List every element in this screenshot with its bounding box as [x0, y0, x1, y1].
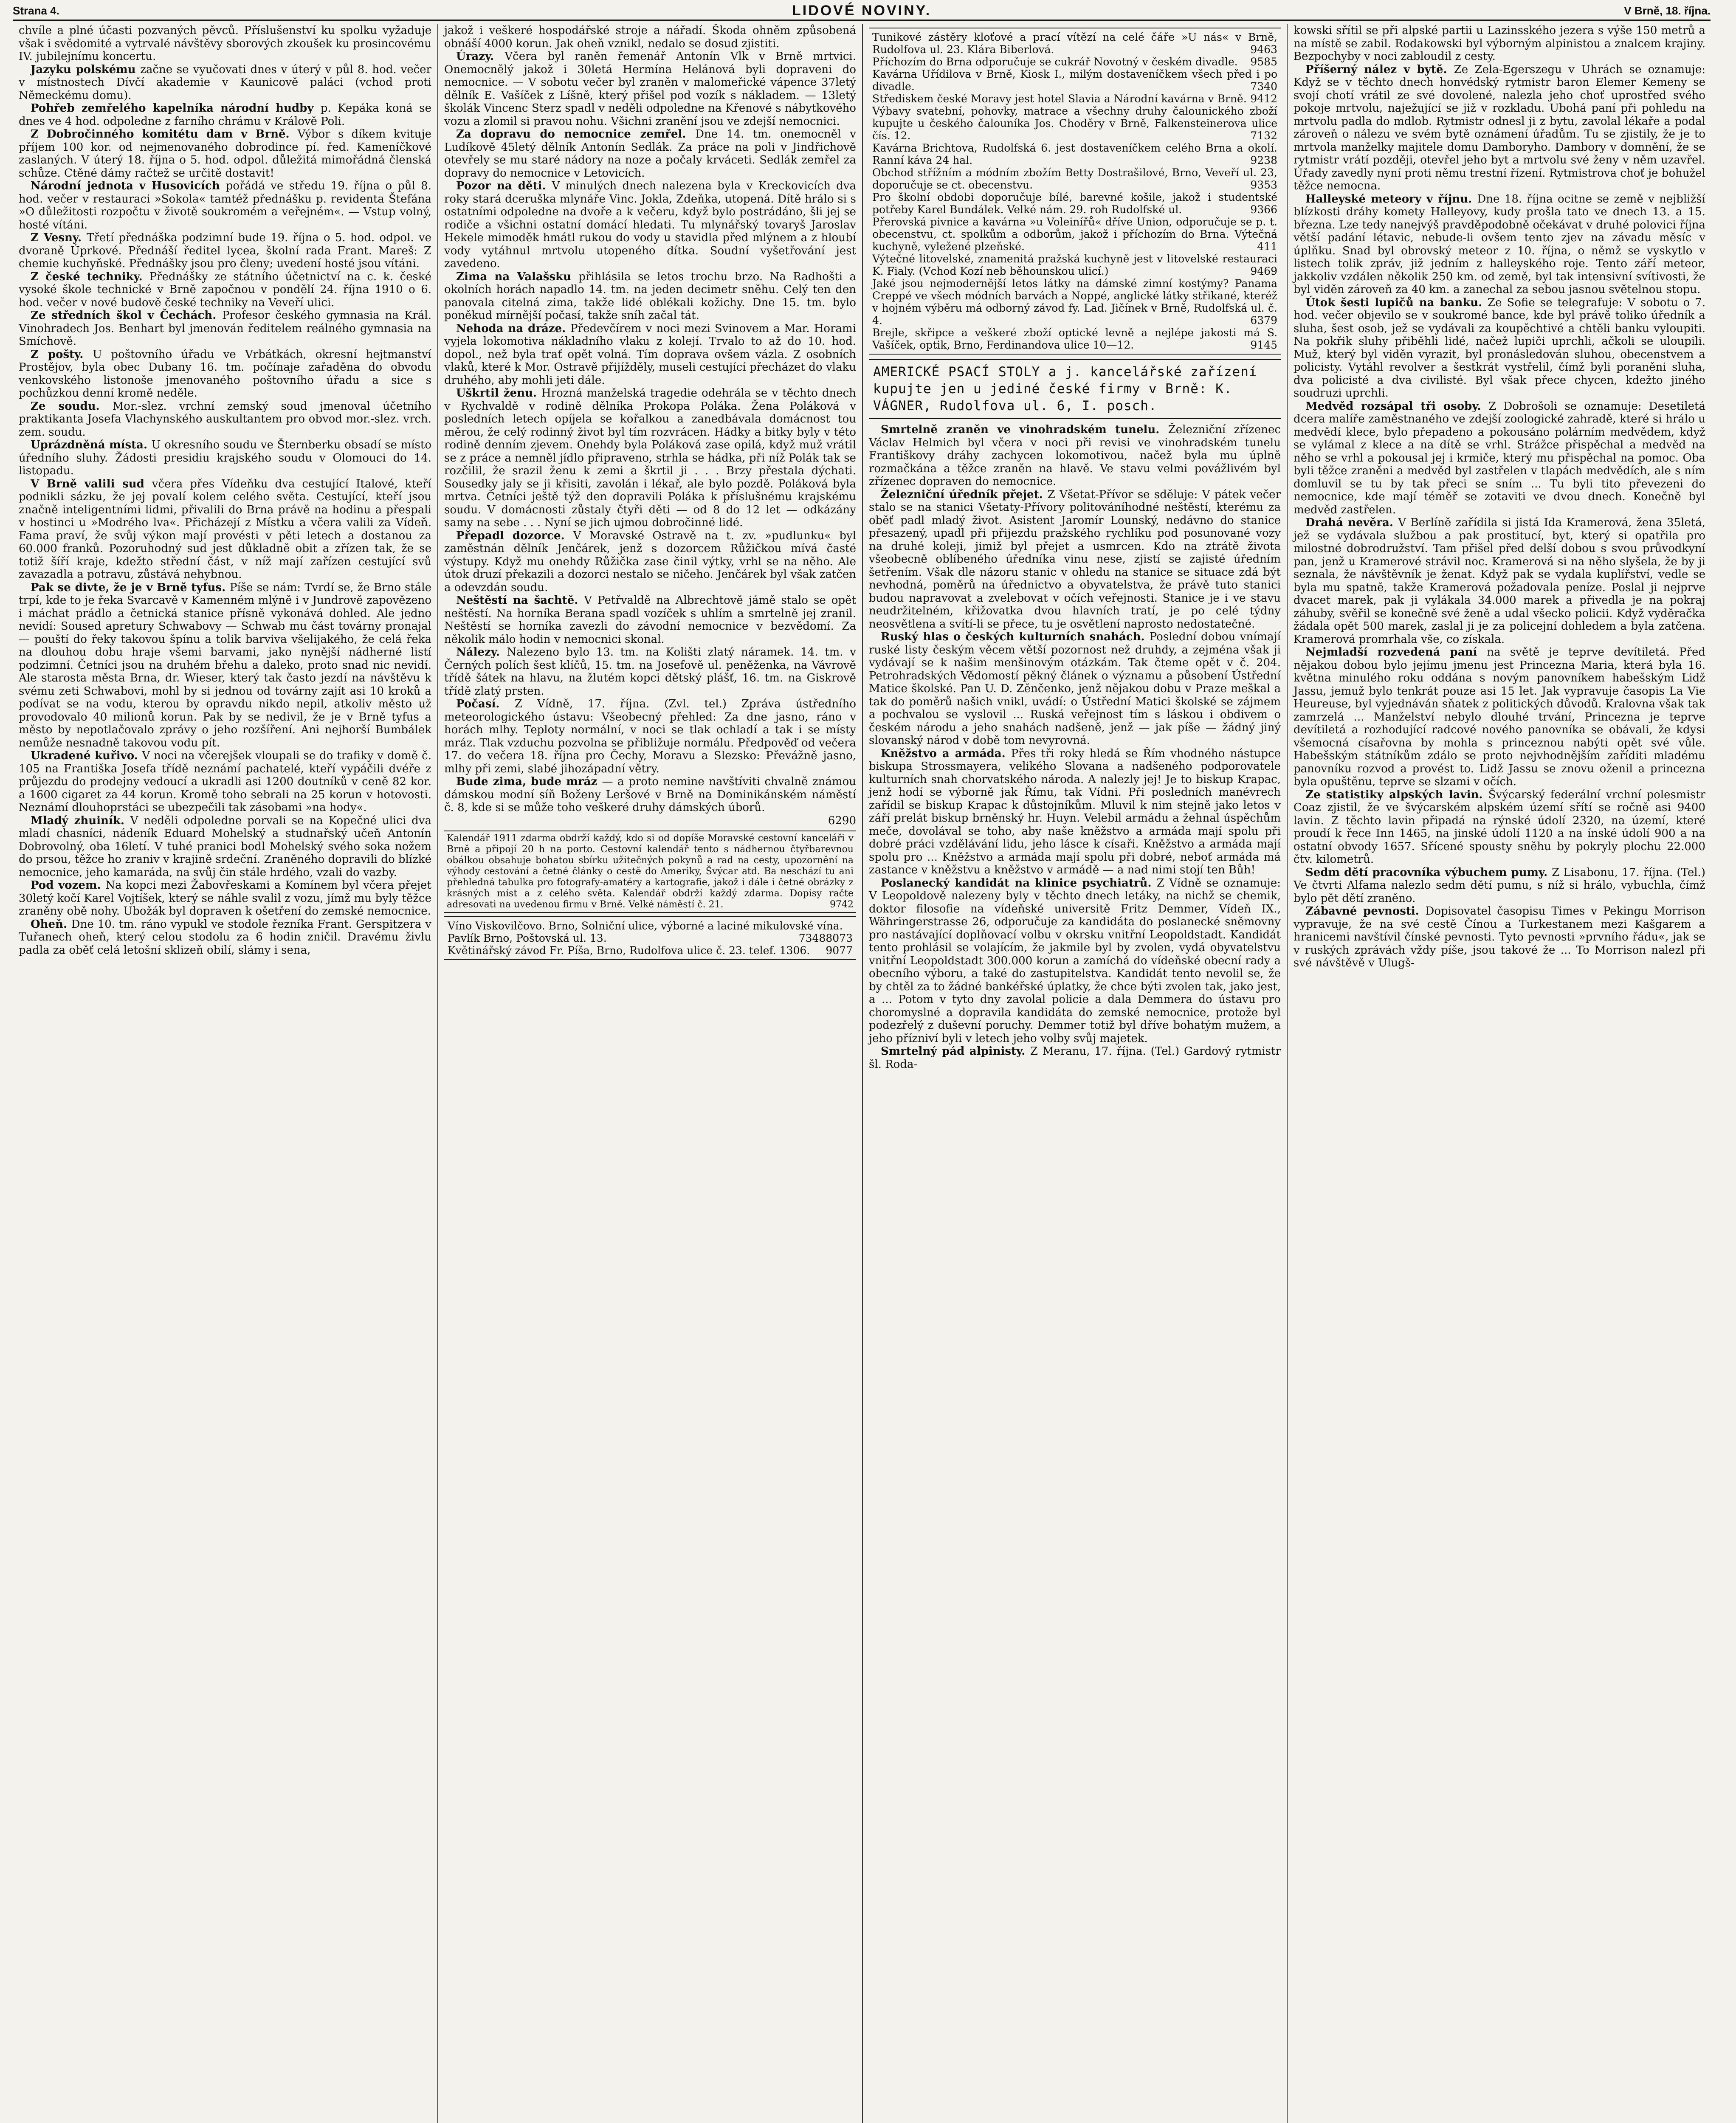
news-paragraph — [444, 775, 856, 814]
news-heading: Pozor na děti. — [456, 180, 552, 192]
news-paragraph — [19, 581, 431, 750]
news-text: kowski sřítil se při alpské partii u Lazinsského jezera s výše 150 metrů a na místě se zabil. Rodakowski byl výborným alpinistou a znalcem krajiny. Bezpochyby v noci zabloudil z cesty. — [1294, 24, 1705, 63]
advertisement-box — [869, 28, 1281, 355]
news-heading: Oheň. — [31, 918, 71, 931]
calendar-advertisement — [444, 831, 856, 913]
news-heading: Uprázdněná místa. — [31, 439, 152, 451]
ad-text: Příchozím do Brna odporučuje se cukrář Novotný v českém divadle. — [872, 56, 1238, 68]
news-heading: Úrazy. — [456, 50, 505, 63]
column-1 — [13, 24, 437, 2123]
news-paragraph — [19, 24, 431, 63]
news-heading: Neštěstí na šachtě. — [456, 594, 584, 607]
news-paragraph — [19, 879, 431, 918]
ad-line — [448, 944, 853, 957]
news-heading: Sedm dětí pracovníka výbuchem pumy. — [1305, 866, 1552, 879]
news-heading: Zábavné pevnosti. — [1305, 905, 1426, 918]
ad-text: Kavárna Uřídilova v Brně, Kiosk I., milým dostaveníčkem všech před i po divadle. — [872, 68, 1277, 93]
news-paragraph — [444, 594, 856, 646]
news-paragraph — [444, 50, 856, 128]
ad-text: Přerovská pivnice a kavárna »u Voleinířů« dříve Union, odporučuje se p. t. obecenstvu, ct. spolkům a odborům, jakož i příchozím do Brna. Výtečná kuchyně, vyležené plzeňské. — [872, 216, 1277, 253]
news-text: Hrozná manželská tragedie odehrála se v těchto dnech v Rychvaldě v rodině dělníka Prokopa Poláka. Žena Poláková v posledních letech opíjela se kořalkou a zanedbávala domácnost tou měrou, že celý rodinný život byl tím rozvrácen. Hádky a bitky byly v této rodině denním zjevem. Onehdy byla Poláková zase opilá, když muž vrátil se z práce a nemněl jídlo připraveno, strhla se hádka, při níž Polák tak se rozčilil, že srazil ženu k zemi a škrtil ji . . . Brzy přestala dýchati. Sousedky jaly se ji křisiti, zavolán i lékař, ale bylo pozdě. Poláková byla mrtva. Četníci ještě týž den dopravili Poláka k příslušnému krajskému soudu. V domácnosti zůstaly čtyři děti — od 8 do 12 let — odkázány samy na sebe . . . Nyní se jich ujmou dobročinné lidé. — [444, 387, 856, 529]
news-heading: Zima na Valašsku — [456, 270, 579, 283]
news-text: Poslední dobou vnímají ruské listy českým věcem větší pozornost než druhdy, a zejména však ji vydávají se k našim menšinovým otázkám. Tak čteme opět v č. 204. Petrohradských Vědomostí pěkný článek o významu a působení Ústřední Matice školské. Pan U. D. Zěnčenko, jenž nějakou dobu v Praze meškal a tak do poměrů našich vnikl, uvádí: o Ústřední Matici školské se zájmem a pochvalou se vyslovil ... Ruská veřejnost tím s láskou i obdivem o českém národu a jeho snahách nadšeně, jenž — jak píše — žádný jiný slovanský národ v době tom nevyrovná. — [869, 631, 1281, 747]
ad-line — [872, 93, 1277, 105]
ad-line — [872, 166, 1277, 191]
ad-text: Obchod střížním a módním zbožím Betty Dostrašilové, Brno, Veveří ul. 23, doporučuje se ct. obecenstvu. — [872, 166, 1277, 191]
news-heading: Ruský hlas o českých kulturních snahách. — [881, 631, 1150, 643]
news-heading: Pod vozem. — [31, 879, 106, 892]
news-text: začne se vyučovati dnes v úterý v půl 8. hod. večer v místnostech Dívčí akademie v Kaunicově paláci (vchod proti Německému domu). — [19, 63, 431, 102]
news-text: V neděli odpoledne porvali se na Kopečné ulici dva mladí chasníci, nádeník Eduard Mohelský a studnařský učeň Antonín Dobrovolný, oba 16letí. V tuhé pranici bodl Mohelský svého soka nožem do prsou, těžce ho zraniv v krajině srdeční. Zraněného dopravili do blízké nemocnice, jeho kamaráda, na svůj čin stále hrdého, vzali do vazby. — [19, 814, 431, 879]
news-paragraph — [19, 309, 431, 348]
news-paragraph — [19, 63, 431, 102]
news-paragraph — [19, 270, 431, 310]
news-text: Profesor českého gymnasia na Král. Vinohradech Jos. Benhart byl jmenován ředitelem reálného gymnasia na Smíchově. — [19, 309, 431, 348]
news-text: pořádá ve středu 19. října o půl 8. hod. večer v restauraci »Sokola« tamtéž přednášku p. revidenta Štefána »O důležitosti rozpočtu v životě soukromém a veřejném«. — Vstup volný, hosté vítáni. — [19, 180, 431, 231]
news-heading: Mladý zhuiník. — [31, 814, 130, 827]
news-text: Včera byl raněn řemenář Antonín Vlk v Brně mrtvici. Onemocnělý jakož i 30letá Hermína Helánová byli dopraveni do nemocnice. — V sobotu večer byl zraněn v malomeřické vápence 37letý dělník E. Vašíček z Líšně, který přišel pod vozík s nákladem. — 13letý školák Vincenc Sterz spadl v neděli odpoledne na Křenové s nábytkového vozu a zlomil si pravou nohu. Všichni zranění jsou ve zdejší nemocnici. — [444, 50, 856, 128]
news-paragraph — [869, 877, 1281, 1045]
ad-code: 8073 — [826, 932, 853, 944]
news-paragraph — [19, 128, 431, 180]
ad-line — [872, 327, 1277, 351]
news-paragraph — [19, 918, 431, 957]
news-heading: V Brně valili sud — [31, 477, 152, 490]
ad-code: 9742 — [830, 899, 854, 910]
news-paragraph — [869, 747, 1281, 877]
news-paragraph — [1294, 400, 1705, 517]
news-text: U okresního soudu ve Šternberku obsadí se místo úředního sluhy. Žádosti presidiu krajského soudu v Olomouci do 14. listopadu. — [19, 439, 431, 477]
news-heading: Národní jednota v Husovicích — [31, 180, 226, 192]
news-paragraph — [1294, 296, 1705, 400]
news-heading: Halleyské meteory v říjnu. — [1305, 192, 1477, 206]
news-heading: Z pošty. — [31, 348, 93, 361]
news-text: Ze Zela-Egerszegu v Uhrách se oznamuje: Když se v těchto dnech honvédský rytmistr baron Elemer Kemeny se svojí chotí vrátil ze své dovolené, nalezla jeho choť uprostřed svého pokoje mrtvolu, naježující se již v rozkladu. Ubohá paní při pohledu na mrtvolu padla do mdlob. Rytmistr odnesl ji z bytu, zavolal lékaře a podal zároveň o nálezu ve svém bytě oznámení úřadům. Tu se zjistily, že je to mrtvola manželky majitele domu Damboryho. Dambory v domnění, že se rytmistr vrátí později, otevřel jeho byt a mrtvolu své ženy v něm uzavřel. Úřady zavedly nyní proti němu trestní řízení. Rytmistrova choť je bohužel těžce nemocna. — [1294, 63, 1705, 192]
news-paragraph — [444, 24, 856, 50]
news-paragraph — [1294, 905, 1705, 970]
ad-line — [872, 277, 1277, 327]
page-number: Strana 4. — [13, 4, 59, 17]
news-paragraph — [869, 488, 1281, 631]
news-text: přihlásila se letos trochu brzo. Na Radhošti a okolních horách napadlo 14. tm. na jeden decimetr sněhu. Celý ten den panovala citelná zima, takže lidé oblékali kožichy. Dne 15. tm. bylo poněkud mírnější počasí, takže sníh začal tát. — [444, 270, 857, 322]
ad-text: Jaké jsou nejmodernější letos látky na dámské zimní kostýmy? Panama Creppé ve všech módních barvách a Noppé, anglické látky střikané, kteréž v hojném výběru má odborný závod fy. Lad. Jičínek v Brně, Rudolfská ul. č. 4. — [872, 277, 1277, 327]
ad-code: 9238 — [1250, 154, 1277, 166]
ad-code: 411 — [1257, 240, 1277, 253]
news-text: Na kopci mezi Žabovřeskami a Komínem byl včera přejet 30letý kočí Karel Vojtíšek, který se náhle svalil z vozu, jímž mu byly těžce zraněny obě nohy. Ubožák byl dopraven k ošetření do zemské nemocnice. — [19, 879, 431, 918]
news-heading: Smrtelný pád alpinisty. — [881, 1045, 1030, 1058]
masthead — [13, 4, 1711, 21]
news-text: Švýcarský federální vrchní polesmistr Coaz zjistil, že ve švýcarském alpském území sřítí se ročně asi 9400 lavin. Z těchto lavin připadá na rýnské údolí 2320, na území, které proudí k řece Inn 1465, na jinské údolí 1120 a na ínské údolí 900 a na ostatní obvody 1657. Sřícené spousty sněhu by pokryly plochu 22.000 čtv. kilometrů. — [1294, 788, 1705, 866]
news-paragraph — [444, 322, 856, 387]
news-text: — a proto nemine navštíviti chvalně známou dámskou modní síň Boženy Leršové v Brně na Dominikánském náměstí č. 8, kde si se může toho veškeré druhy dámských úborů. — [444, 775, 856, 814]
news-text: chvíle a plné účasti pozvaných pěvců. Příslušenství ku spolku vyžaduje však i svědomité a vytrvalé návštěvy sborových zkoušek ku prosincovému IV. jubilejnímu koncertu. — [19, 24, 431, 63]
news-text: Dne 18. října ocitne se země v nejbližší blízkosti dráhy komety Halleyovy, kudy prošla tato ve dnech 13. a 15. března. Lze tedy nanejvýš pravděpodobně očekávat v druhé polovici října větší padání létavic, nebude-li ovšem tento zjev na závadu měsíc v úplňku. Snad byl obrovský meteor z 10. října, o němž se vyskytlo v listech tolik zpráv, již jedním z halleyského roje. Tento září meteor, jakkoliv vzdálen několik 250 km. od země, byl tak intensivní svítivosti, že byl viděn zároveň za 40 km. a zanechal za sebou jasnou světelnou stopu. — [1294, 192, 1705, 296]
ad-line — [872, 216, 1277, 253]
news-heading: Ukradené kuřivo. — [31, 749, 142, 762]
ad-text: Pro školní obdobi doporučuje bílé, barevné košile, jakož i studentské potřeby Karel Bundálek. Velké nám. 29. roh Rudolfské ul. — [872, 191, 1277, 216]
news-paragraph — [1294, 646, 1705, 788]
news-heading: Poslanecký kandidát na klinice psychiatrů. — [881, 876, 1157, 890]
ad-code: 9463 — [1250, 43, 1277, 56]
news-paragraph — [19, 439, 431, 478]
ad-code: 6290 — [828, 814, 856, 827]
ad-code: 7132 — [1250, 130, 1277, 142]
news-paragraph — [19, 478, 431, 581]
news-text: včera přes Vídeňku dva cestující Italové, kteří podnikli sázku, že jej povalí kolem celého světa. Cestující, kteří jsou značně inteligentními lidmi, přivalili do Brna právě na hodinu a přespali v hostinci u »Modrého lva«. Přicházejí z Místku a včera valili za Vídeň. Fama praví, že svůj výkon mají provésti v pěti letech a dostanou za 60.000 franků. Pozoruhodný sud jest důkladně obit a zřízen tak, že se totiž šíří kraje, kdežto střední část, v níž mají zařízen cestující svů zavazadla a potravu, zůstává nehybnou. — [19, 477, 431, 581]
news-paragraph — [1294, 516, 1705, 646]
news-heading: Za dopravu do nemocnice zemřel. — [456, 128, 696, 141]
news-text: Z Lisabonu, 17. října. (Tel.) Ve čtvrti Alfama nalezlo sedm dětí pumu, s níž si hrálo, vybuchla, čímž bylo pět dětí zraněno. — [1294, 866, 1705, 905]
news-text: V Petřvaldě na Albrechtově jámě stalo se opět neštěstí. Na horníka Berana spadl vozíček s uhlím a smrtelně jej zranil. Neštěstí se horníka zavezli do závodní nemocnice v bezvědomí. Za několik málo hodin v nemocnici skonal. — [444, 594, 856, 646]
advertisement-box — [444, 916, 856, 960]
news-text: jakož i veškeré hospodářské stroje a nářadí. Škoda ohněm způsobená obnáší 4000 korun. Jak oheň vznikl, nedalo se dosud zjistiti. — [444, 24, 856, 50]
ad-code: 9585 — [1250, 56, 1277, 68]
ad-text: Kalendář 1911 zdarma obdrží každý, kdo si od dopíše Moravské cestovní kanceláři v Brně a připojí 20 h na porto. Cestovní kalendář tento s nádhernou čtyřbarevnou obálkou obsahuje bohatou sbírku užitečných pokynů a rad na cesty, upozornění na výhody cestování a četné články o cestě do Ameriky, Švýcar atd. Ba neschází tu ani přehledná tabulka pro fotografy-amatéry a kartografie, jakož i dále i četné obrázky z krásných míst a z celého světa. Kalendář obdrží každý zdarma. Dopisy račte adresovati na uvedenou firmu v Brně. Velké náměstí č. 21. — [447, 833, 854, 910]
furniture-advertisement: AMERICKÉ PSACÍ STOLY a j. kancelářské zařízení kupujte jen u jediné české firmy v Brně: K. VÁGNER, Rudolfova ul. 6, I. posch. — [869, 359, 1281, 419]
news-paragraph — [869, 423, 1281, 488]
news-text: Železniční zřízenec Václav Helmich byl včera v noci při revisi ve vinohradském tunelu Františkovy dráhy zachycen lokomotivou, načež byla mu úplně rozmačkána a těžce zraněn na hlavě. Ve stavu velmi povážlivém byl zřízenec dopraven do nemocnice. — [869, 423, 1281, 488]
news-text: Z Meranu, 17. října. (Tel.) Gardový rytmistr šl. Roda- — [869, 1045, 1281, 1071]
news-paragraph — [1294, 866, 1705, 905]
news-heading: Bude zima, bude mráz — [456, 775, 602, 788]
news-heading: Pohřeb zemřelého kapelníka národní hudby — [31, 102, 321, 115]
news-paragraph — [19, 814, 431, 879]
news-text: Dne 14. tm. onemocněl v Ludíkově 45letý dělník Antonín Sedlák. Za práce na poli v Jindřichově otevřely se mu staré nádory na noze a počaly krváceti. Sedlák zemřel za dopravy do nemocnice v Letovicích. — [444, 128, 856, 180]
ad-code: 9366 — [1250, 203, 1277, 216]
news-heading: Uškrtil ženu. — [456, 387, 542, 400]
news-text: p. Kepáka koná se dnes ve 4 hod. odpoledne z farního chrámu v Králově Poli. — [19, 102, 431, 128]
news-heading: Přepadl dozorce. — [456, 529, 573, 542]
ad-code: 9145 — [1250, 339, 1277, 351]
ad-line — [872, 105, 1277, 142]
news-paragraph — [1294, 24, 1705, 63]
ad-text: Květinářský závod Fr. Píša, Brno, Rudolfova ulice č. 23. telef. 1306. — [448, 944, 810, 957]
news-heading: Jazyku polskému — [31, 63, 141, 76]
ad-code: 6379 — [1250, 314, 1277, 327]
column-2 — [437, 24, 862, 2123]
ad-text: Výtečné litovelské, znamenitá pražská kuchyně jest v litovelské restauraci K. Fialy. (Vchod Kozí neb běhounskou ulicí.) — [872, 253, 1277, 277]
ad-code: 7340 — [1250, 80, 1277, 93]
news-heading: Útok šesti lupičů na banku. — [1305, 296, 1488, 309]
news-text: Píše se nám: Tvrdí se, že Brno stále trpí, kde to je řeka Svarcavě v Kamenném mlýně i v Jundrově zapovězeno i máchat prádlo a četnická stanice přísně vykonává dohled. Ale jedno nevidí: Soused apretury Schwabovy — Schwab mu část továrny pronajal — pouští do řeky takovou špínu a tolik barviva všelijakého, že celá řeka na dlouhou dobu hraje všemi barvami, jako nynější nádherné listí podzimní. Četníci jsou na druhém břehu a daleko, proto snad nic nevidí. Ale starosta města Brna, dr. Wieser, který tak často jezdí na návštěvu k svému zeti Schwabovi, mohl by si jednou od továrny zajít asi 10 kroků a podívat se na vodu, kterou by opravdu nikdo nepil, atkoliv město už provodovalo 40 milionů korun. Pak by se nedivil, že je v Brně tyfus a město by nepotlačovalo zprávy o jeho rozšíření. Ani nejhorší Bumbálek nemůže nesnadně takovou vodu pít. — [19, 581, 431, 749]
ad-text: Víno Viskovilčovo. Brno, Solniční ulice, výborné a laciné mikulovské vína. — [448, 920, 843, 932]
ad-code: 9469 — [1250, 265, 1277, 277]
column-4 — [1287, 24, 1711, 2123]
ad-code: 9077 — [826, 944, 853, 957]
news-text: U poštovního úřadu ve Vrbátkách, okresní hejtmanství Prostějov, byla obec Dubany 16. tm. počínaje zařaděna do obvodu venkovského listonoše jmenovaného poštovního úřadu a sice s pochůzkou denní kromě neděle. — [19, 348, 431, 400]
news-paragraph — [19, 231, 431, 270]
ad-line — [448, 932, 853, 944]
news-heading: Z Dobročinného komitétu dam v Brně. — [31, 128, 298, 141]
newspaper-title: LIDOVÉ NOVINY. — [792, 3, 932, 19]
news-heading: Příšerný nález v bytě. — [1305, 63, 1454, 76]
ad-text: Výbavy svatební, pohovky, matrace a všechny druhy čalounického zboží kupujte u českého čalouníka Jos. Choděry v Brně, Falkensteinerova ulice čís. 12. — [872, 105, 1277, 142]
news-paragraph — [444, 387, 856, 529]
news-text: Přes tři roky hledá se Řím vhodného nástupce biskupa Strossmayera, velikého Slovana a nadšeného podporovatele kulturních snah chorvatského národa. A nalezly jej! Je to biskup Krapac, jenž hodí se výborně jak Římu, tak Vídni. Při posledních manévrech zařídil se biskup Krapac k důstojníkům. Mluvil k nim stejně jako letos v září prelát biskup brněnský hr. Huyn. Velebil armádu a žehnal úspěchům meče, dovolával se toho, aby naše kněžstvo a armáda mají spolu při dobré práci vzdělávání lidu, jeho lásce k císaři. Kněžstvo a armáda mají spolu pro ... Kněžstvo a armáda mají spolu při dobré, neboť armáda má zastance v kněžstvu a kněžstvo v armádě — a nad nimi stojí ten Bůh! — [869, 747, 1281, 876]
ad-line — [872, 191, 1277, 216]
column-3 — [862, 24, 1287, 2123]
ad-line — [872, 253, 1277, 277]
news-paragraph — [19, 180, 431, 231]
news-heading: Kněžstvo a armáda. — [881, 747, 1011, 760]
news-text: Mor.-slez. vrchní zemský soud jmenoval účetního praktikanta Josefa Vlachynského auskultantem pro obvod mor.-slez. vrch. zem. soudu. — [19, 400, 431, 439]
news-text: V minulých dnech nalezena byla v Kreckovicích dva roky stará dceruška mlynáře Vinc. Jokla, Zdeňka, utopená. Dítě hrálo si s ostatními odpoledne na dvoře a k večeru, když bylo postrádáno, šli jej se rodiče a všichni ostatní domácí hledati. Tu mlynářský tovaryš Jaroslav Hekele mimoděk hmátl rukou do vody u stavidla před mlýnem a z hloubí vody vytáhnul mrtvolu utopeného dítka. Soudní vyšetřování jest zavedeno. — [444, 180, 856, 270]
news-text: Nalezeno bylo 13. tm. na Kolišti zlatý náramek. 14. tm. v Černých polích šest klíčů, 15. tm. na Josefově ul. peněženka, na Vávrově třídě šátek na hlavu, na žlutém kopci dětský plášť, 16. tm. na Giskrově třídě zlatý prsten. — [444, 646, 856, 698]
news-heading: Železniční úředník přejet. — [881, 488, 1048, 501]
news-text: Dopisovatel časopisu Times v Pekingu Morrison vypravuje, že na své cestě Čínou a Turkestanem mezi Kašgarem a hranicemi navštívil čínské pevnosti. Tyto pevnosti »prvního řádu«, jak se v ruských zprávách vždy píše, jsou takové že ... To Morrison nalezl při své návštěvě v Ulugš- — [1294, 905, 1705, 969]
news-heading: Drahá nevěra. — [1305, 516, 1398, 529]
news-paragraph — [1294, 788, 1705, 866]
news-text: Dne 10. tm. ráno vypukl ve stodole řezníka Frant. Gerspitzera v Tuřanech oheň, který celou stodolu za 6 hodin zničil. Dravému živlu padla za oběť celá letošní sklizeň obilí, slámy i sena, — [19, 918, 431, 957]
news-heading: Počasí. — [456, 698, 515, 710]
news-heading: Nálezy. — [456, 646, 507, 659]
ad-line — [872, 56, 1277, 68]
news-heading: Z české techniky. — [31, 270, 149, 283]
news-text: Přednášky ze státního účetnictví na c. k. české vysoké škole technické v Brně započnou v pondělí 24. října 1910 o 6. hod. večer v nové budově české techniky na Veveří ulici. — [19, 270, 431, 309]
ad-text: Pavlík Brno, Poštovská ul. 13. — [448, 932, 607, 944]
news-heading: Nejmladší rozvedená paní — [1305, 646, 1487, 659]
news-text: Ze Sofie se telegrafuje: V sobotu o 7. hod. večer objevilo se v soukromé bance, kde byl právě toliko úředník a sluha, šest osob, jež se vydávali za koupěchtivé a chtěli banku vyloupiti. Na pokřik sluhy přiběhli lidé, načež lupiči uprchli, ačkoli se uloupili. Muž, který byl viděn vyrazit, byl pronásledován sluhou, obecenstvem a policisty. Vytáhl revolver a šestkrát vystřelil, čímž byli poraněni sluha, dva policisté a dva civilisté. Byl však přece chycen, kdežto jiného soudruzi uprchli. — [1294, 296, 1705, 400]
news-heading: Ze soudu. — [31, 400, 113, 413]
news-paragraph — [869, 631, 1281, 747]
news-text: na světě je teprve devítiletá. Před nějakou dobou bylo jejímu jmenu jest Princezna Maria, která byla 16. května minulého roku oddána s novým panovníkem habešským Lidž Jassu, jemuž bylo tenkrát pouze asi 15 let. Jak vypravuje časopis La Vie Heureuse, byl vyjednáván sňatek z politických důvodů. Kralovna však tak zamrzelá ... Manželství nebylo dlouhé trvání, Princezna je teprve devítiletá a rozhodující radcové nového panovníka se obávali, že kdysi všemocná císařovna by mohla s princeznou nabýti opět své vůle. Habešským státníkům zdálo se proto nejvhodnějším zaříditi mladému panovníku rozvod a provést to. Lidž Jassu se znovu oženil a princezna byla opuštěnu, teprve se slzami v očích. — [1294, 646, 1706, 788]
news-text: Třetí přednáška podzimní bude 19. října o 5. hod. odpol. ve dvoraně Úprkové. Přednáší ředitel lycea, školní rada Frant. Mareš: Z chemie kuchyňské. Přednášky jsou pro členy; uvedení hosté jsou vítáni. — [19, 231, 431, 270]
ad-code: 7348 — [798, 932, 826, 944]
news-text: Předevčírem v noci mezi Svinovem a Mar. Horami vyjela lokomotiva nákladního vlaku z kolejí. Trvalo to až do 10. hod. dopol., než byla trať opět volná. Tím doprava ovšem vázla. Z osobních vlaků, které k Mor. Ostravě přijížděly, museli cestující přecházet do vlaku druhého, aby mohli jeti dále. — [444, 322, 856, 387]
news-paragraph — [444, 270, 856, 322]
ad-text: Brejle, skřipce a veškeré zboží optické levně a nejlépe jakosti má S. Vašíček, optik, Brno, Ferdinandova ulice 10—12. — [872, 327, 1277, 351]
news-text: Výbor s díkem kvituje příjem 100 kor. od nejmenovaného dobrodince pí. řed. Kameníčkové zaslaných. V úterý 18. října o 5. hod. odpol. důležitá mimořádná členská schůze. Ctěné dámy račtež se určitě dostavit! — [19, 128, 431, 180]
ad-text: Střediskem české Moravy jest hotel Slavia a Národní kavárna v Brně. — [872, 93, 1247, 105]
news-text: Z Vídně, 17. října. (Zvl. tel.) Zpráva ústředního meteorologického ústavu: Všeobecný přehled: Za dne jasno, ráno v horách mlhy. Teploty normální, v noci se tlak ochladí a tak i se místy mráz. Tlak vzduchu pozvolna se přibližuje normálu. Předpověď od večera 17. do večera 18. října pro Čechy, Moravu a Slezsko: Převážně jasno, mlhy při zemi, slabé jihozápadní větry. — [444, 698, 856, 775]
news-heading: Smrtelně zraněn ve vinohradském tunelu. — [881, 423, 1168, 436]
ad-line — [872, 31, 1277, 56]
news-paragraph — [444, 529, 856, 594]
news-heading: Ze statistiky alpských lavin. — [1305, 788, 1488, 801]
columns-container — [13, 24, 1711, 2123]
news-text: V noci na včerejšek vloupali se do trafiky v domě č. 105 na Františka Josefa třídě neznámí pachatelé, kteří vypáčili dvéře z průjezdu do prodejny vedoucí a ukradli asi 1200 doutníků v ceně 82 kor. a 1600 cigaret za 44 korun. Kromě toho sebrali na 25 korun v hotovosti. Neznámí dlouhoprstáci se ubezpečili tak zásobami »na hody«. — [19, 749, 431, 814]
news-paragraph — [19, 348, 431, 400]
news-paragraph — [19, 400, 431, 439]
news-heading: Ze středních škol v Čechách. — [31, 309, 223, 322]
news-text: Z Všetat-Přívor se sděluje: V pátek večer stalo se na stanici Všetaty-Přívory politováníhodné neštěstí, kterému za oběť padl mladý život. Asistent Jaromír Lounský, nedávno do stanice přesazený, upadl při přijezdu pražského rychlíku pod posunované vozy na druhé koleji, jimiž byl přejet a usmrcen. Kdo na ztrátě života všeobecně oblíbeného úředníka vinu nese, zjistí se zajisté úředním šetřením. Však dle názoru stanic v ohledu na stanice se situace zdá být nevhodná, poměrů na úřednictvo a obyvatelstva, že právě tuto stanici budou napravovat a zvelebovat v očích veřejnosti. Stanice je i ve stavu neudržitelném, křižovatka dvou hlavních tratí, je po celé týdny neosvětlena a svítí-li se přece, tu je osvětlení naprosto nedostatečné. — [869, 488, 1281, 631]
ad-code: 9353 — [1250, 179, 1277, 191]
ad-line — [872, 68, 1277, 93]
ad-code: 9412 — [1250, 93, 1277, 105]
news-paragraph — [1294, 193, 1705, 296]
news-text: V Berlíně zařídila si jistá Ida Kramerová, žena 35letá, jež se vydávala službou a pak prostitucí, byt, který si opatřila pro milostné dobrodružství. Tam přišel před delší dobou s svou průvodkyní pan, jenž u Kramerové strávil noc. Kramerová si na něho slyšela, že by ji seznala, že návštěvník je ženat. Když pak se vydala kuplířství, vedle se byla mu spatně, takže Kramerová požadovala peníze. Poslal ji nejprve dvacet marek, pak ji vylákala 34.000 marek a přivedla je na pokraj záhuby, svěřil se konečně své ženě a udal všecko policii. Když vyděračka žádala opět 500 marek, zaslal ji je za policejní dohledem a byla zatčena. Kramerová promrhala vše, co získala. — [1294, 516, 1705, 646]
ad-text: Tunikové zástěry kloťové a prací vítězí na celé čáře »U nás« v Brně, Rudolfova ul. 23. Klára Biberlová. — [872, 31, 1277, 56]
ad-line — [872, 142, 1277, 166]
news-paragraph — [444, 646, 856, 698]
news-paragraph — [1294, 63, 1705, 193]
news-heading: Pak se divte, že je v Brně tyfus. — [31, 581, 230, 594]
news-paragraph — [444, 128, 856, 180]
news-paragraph — [869, 1045, 1281, 1071]
news-text: Z Vídně se oznamuje: V Leopoldově nalezeny byly v těchto dnech letáky, na nichž se chemik, doktor filosofie na vídeňské universitě Fritz Demmer, Vídeň IX., Währingerstrasse 26, odporučuje za kandidáta do poslanecké sněmovny pro nastávající doplňovací volbu v okrsku vnitřní Leopoldstadt. Kandidát tento prohlásil se volajícím, že jakmile byl by zvolen, vydá obyvatelstvu vnitřní Leopoldstadt 300.000 korun a zamíchá do vídeňské obecní rady a obecního výboru, a také do zastupitelstva. Kandidát tento nevolil se, že by chtěl za to žádné bankéřské úplatky, že chce býti zvolen tak, jako jest, a ... Potom v tyto dny zavolal policie a dala Demmera do ústavu pro choromyslné a dopravila kandidáta do zemské nemocnice, protože byl podezřelý z duševní poruchy. Demmer totiž byl dříve bohatým mužem, a jeho přízniví byli v letech jeho volby svůj majetek. — [869, 876, 1281, 1045]
news-paragraph — [19, 749, 431, 814]
news-heading: Medvěd rozsápal tři osoby. — [1305, 400, 1489, 413]
news-heading: Nehoda na dráze. — [456, 322, 571, 335]
issue-date: V Brně, 18. října. — [1624, 4, 1711, 17]
ad-text: Kavárna Brichtova, Rudolfská 6. jest dostaveníčkem celého Brna a okolí. Ranní káva 24 hal. — [872, 142, 1277, 166]
news-paragraph — [444, 698, 856, 775]
news-paragraph — [444, 180, 856, 270]
news-heading: Z Vesny. — [31, 231, 87, 244]
news-text: V Moravské Ostravě na t. zv. »pudlunku« byl zaměstnán dělník Jenčárek, jenž s dozorcem Růžičkou mívá časté výstupy. Když mu onehdy Růžička zase činil výtky, vrhl se na něho. Ale útok druzí překazili a dozorci nestalo se ničeho. Jenčárek byl však zatčen a odevzdán soudu. — [444, 529, 856, 594]
news-paragraph — [19, 102, 431, 128]
news-text: Z Dobrošoli se oznamuje: Desetiletá dcera malíře zaměstnaného ve zdejší zoologické zahradě, které si hrálo u medvědí klece, bylo přepadeno a pokousáno polárním medvědem, když se vylámal z klece a na dítě se vrhl. Strážce přispěchal a medvěd na něho se vrhl a pokousal jej i krmiče, který mu přispěchal na pomoc. Oba byli těžce zraněni a medvěd byl zastřelen v tlapách medvědích, ale s ním domluvil se tu by tak přeci se sním ... Tu byli tito převezeni do nemocnice, kde mají téměř se zotaviti ve dvou dnech. Konečně byl medvěd zastřelen. — [1294, 400, 1705, 516]
